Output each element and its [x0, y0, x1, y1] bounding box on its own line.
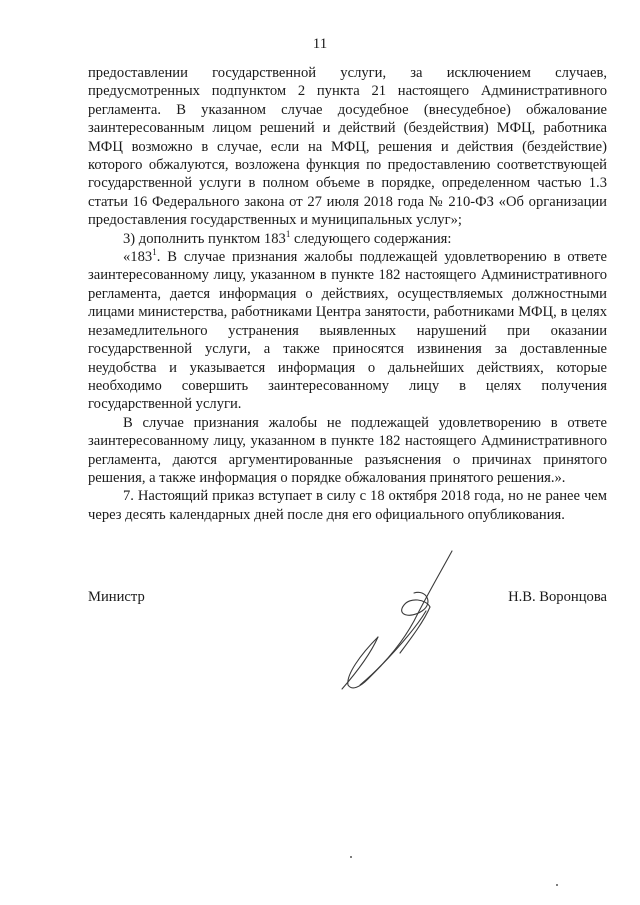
- scan-speck: [556, 884, 558, 886]
- handwritten-signature: [330, 545, 470, 695]
- paragraph-text: предоставлении государственной услуги, за исключением случаев, предусмотренных подпунктом 2 пункта 21 настоящего Административного регламента. В указанном случае досудебное (внесудебное) обжалование заинтересованным лицом решений и действий (бездействия) МФЦ, работника МФЦ возможно в случае, если на МФЦ, решения и действия (бездействие) которого обжалуются, возложена функция по предоставлению соответствующей государственной услуги в полном объеме в порядке, определенном частью 1.3 статьи 16 Федерального закона от 27 июля 2018 года № 210-ФЗ «Об организации предоставления государственных и муниципальных услуг»;: [88, 65, 607, 229]
- paragraph-text: . В случае признания жалобы подлежащей удовлетворению в ответе заинтересованному лицу, указанном в пункте 182 настоящего Административного регламента, дается информация о действиях, осуществляемых должностными лицами министерства, работниками Центра занятости, работниками МФЦ, в целях незамедлительного устранения выявленных нарушений при оказании государственной услуги, а также приносятся извинения за доставленные неудобства и указывается информация о дальнейших действиях, которые необходимо совершить заинтересованному лицу в целях получения государственной услуги.: [88, 249, 607, 413]
- paragraph: [88, 230, 607, 248]
- paragraph: [88, 248, 607, 414]
- paragraph: [88, 487, 607, 524]
- page-number: 11: [312, 36, 328, 52]
- superscript: 1: [285, 228, 291, 239]
- scan-speck: [350, 856, 352, 858]
- paragraph: [88, 414, 607, 488]
- signatory-name: Н.В. Воронцова: [508, 589, 607, 605]
- paragraph-text: 7. Настоящий приказ вступает в силу с 18 октября 2018 года, но не ранее чем через десять календарных дней после дня его официального опубликования.: [88, 488, 607, 523]
- superscript: 1: [152, 247, 157, 258]
- paragraph-text: В случае признания жалобы не подлежащей удовлетворению в ответе заинтересованному лицу, указанном в пункте 182 настоящего Административного регламента, даются аргументированные разъяснения о причинах принятого решения, а также информация о порядке обжалования принятого решения.».: [88, 414, 607, 486]
- paragraph-text: 3) дополнить пунктом 183: [123, 230, 286, 247]
- document-body: [88, 64, 607, 524]
- signatory-title: Министр: [88, 589, 145, 605]
- paragraph: [88, 64, 607, 230]
- paragraph-text: «183: [123, 249, 153, 266]
- paragraph-text: следующего содержания:: [290, 230, 452, 247]
